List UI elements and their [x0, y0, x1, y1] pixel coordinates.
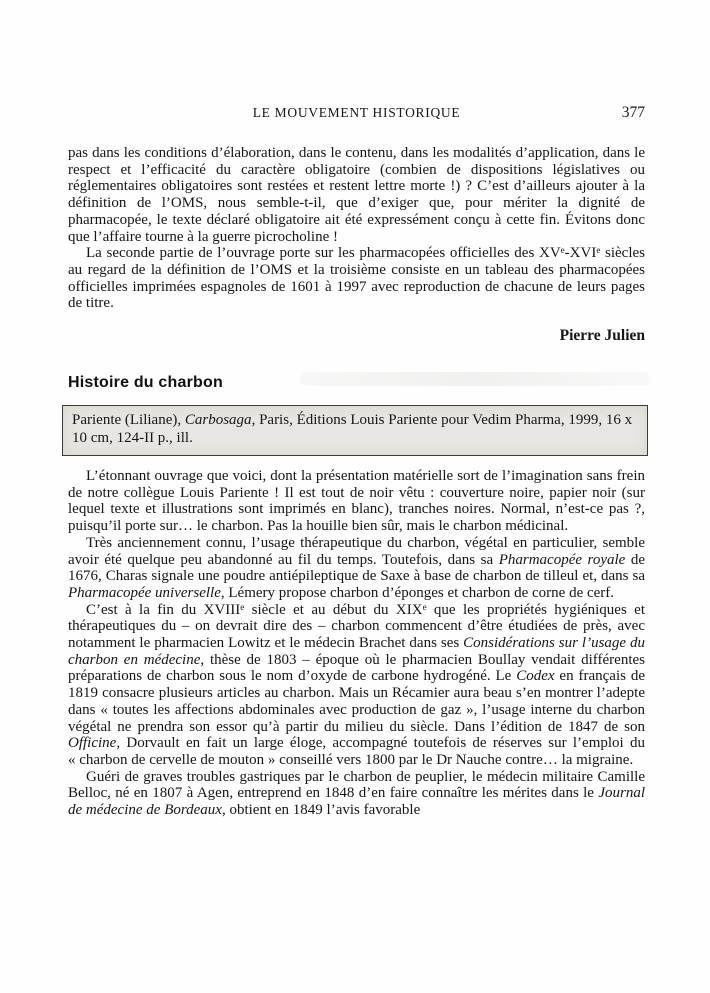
- text-run: Pariente (Liliane),: [72, 412, 185, 429]
- text-run: pas dans les conditions d’élaboration, dans le contenu, dans les modalités d’application, dans le respect et l’efficacité du caractère obligatoire (combien de dispositions législatives ou réglementaires obligatoires sont restées et restent lettre morte !) ? C’est d’ailleurs ajouter à la définition de l’OMS, nous semble-t-il, que d’exiger que, pour mériter la dignité de pharmacopée, le texte déclaré obligatoire ait été expressément conçu à cette fin. Évitons donc que l’affaire tourne à la guerre picrocholine !: [68, 145, 645, 245]
- superscript-run: e: [596, 245, 601, 256]
- paragraph: [68, 468, 645, 535]
- section-heading: Histoire du charbon: [68, 374, 223, 392]
- italic-run: Pharmacopée royale: [498, 551, 626, 568]
- article-body: [68, 145, 645, 819]
- author-signature: Pierre Julien: [559, 327, 645, 345]
- text-run: Guéri de graves troubles gastriques par le charbon de peuplier, le médecin militaire Camille Belloc, né en 1807 à Agen, entreprend en 1848 d’en faire connaître les mérites dans le: [68, 768, 645, 802]
- paragraph: [68, 145, 645, 245]
- page-number: 377: [621, 104, 645, 121]
- text-run: L’étonnant ouvrage que voici, dont la présentation matérielle sort de l’imagination sans frein de notre collègue Louis Pariente ! Il est tout de noir vêtu : couverture noire, papier noir (sur lequel texte et illustrations sont imprimés en blanc), tranches noires. Normal, n’est-ce pas ?, puisqu’il porte sur… le charbon. Pas la houille bien sûr, mais le charbon médicinal.: [68, 468, 645, 535]
- page-header: [68, 105, 645, 123]
- text-run: de 1676, Charas signale une poudre antiépileptique de Saxe à base de charbon de tilleul et, dans sa: [68, 551, 645, 585]
- italic-run: Journal de médecine de Bordeaux: [68, 785, 645, 819]
- italic-run: Carbosaga: [184, 412, 252, 429]
- text-run: Très anciennement connu, l’usage thérapeutique du charbon, végétal en particulier, semble avoir été quelque peu abandonné au fil du temps. Toutefois, dans sa: [68, 534, 645, 568]
- italic-run: Codex: [516, 668, 555, 685]
- text-run: , thèse de 1803 – époque où le pharmacien Boullay vendait différentes préparations de charbon sous le nom d’oxyde de carbone hydrogéné. Le: [68, 651, 645, 685]
- text-run: , obtient en 1849 l’avis favorable: [221, 802, 421, 819]
- paragraph: [68, 245, 645, 312]
- text-run: en français de 1819 consacre plusieurs articles au charbon. Mais un Récamier aura beau s’en montrer l’adepte dans « toutes les affections abdominales avec production de gaz », l’usage interne du charbon végétal ne prendra son essor qu’à partir du milieu du siècle. Dans l’édition de 1847 de son: [68, 668, 645, 735]
- italic-run: Considérations sur l’usage du charbon en médecine: [68, 635, 646, 668]
- paragraph: [68, 769, 645, 819]
- text-run: , Dorvault en fait un large éloge, accompagné toutefois de réserves sur l’emploi du « charbon de cervelle de mouton » conseillé vers 1800 par le Dr Nauche contre… la migraine.: [68, 735, 645, 768]
- text-run: siècles au regard de la définition de l’OMS et la troisième consiste en un tableau des pharmacopées officielles imprimées espagnoles de 1601 à 1997 avec reproduction de chacune de leurs pages de titre.: [68, 245, 646, 312]
- running-title: LE MOUVEMENT HISTORIQUE: [252, 105, 461, 120]
- text-run: , Lémery propose charbon d’éponges et charbon de corne de cerf.: [220, 584, 615, 601]
- text-run: C’est à la fin du XVIII: [86, 601, 241, 618]
- paragraph: [68, 602, 645, 769]
- text-run: La seconde partie de l’ouvrage porte sur les pharmacopées officielles des XV: [86, 245, 561, 262]
- text-run: que les propriétés hygiéniques et thérapeutiques du – on devrait dire des – charbon commencent d’être étudiées de près, avec notamment le pharmacien Lowitz et le médecin Brachet dans ses: [68, 601, 645, 652]
- text-run: siècle et au début du XIX: [244, 601, 423, 618]
- citation-box: [62, 405, 648, 456]
- italic-run: Pharmacopée universelle: [68, 584, 221, 601]
- superscript-run: e: [240, 601, 245, 612]
- italic-run: Officine: [68, 735, 117, 752]
- text-run: -XVI: [564, 245, 597, 262]
- superscript-run: e: [560, 245, 565, 256]
- paragraph: [68, 535, 645, 602]
- citation-text: [72, 412, 638, 447]
- text-run: , Paris, Éditions Louis Pariente pour Vedim Pharma, 1999, 16 x 10 cm, 124-II p., ill.: [72, 412, 633, 446]
- superscript-run: e: [422, 601, 427, 612]
